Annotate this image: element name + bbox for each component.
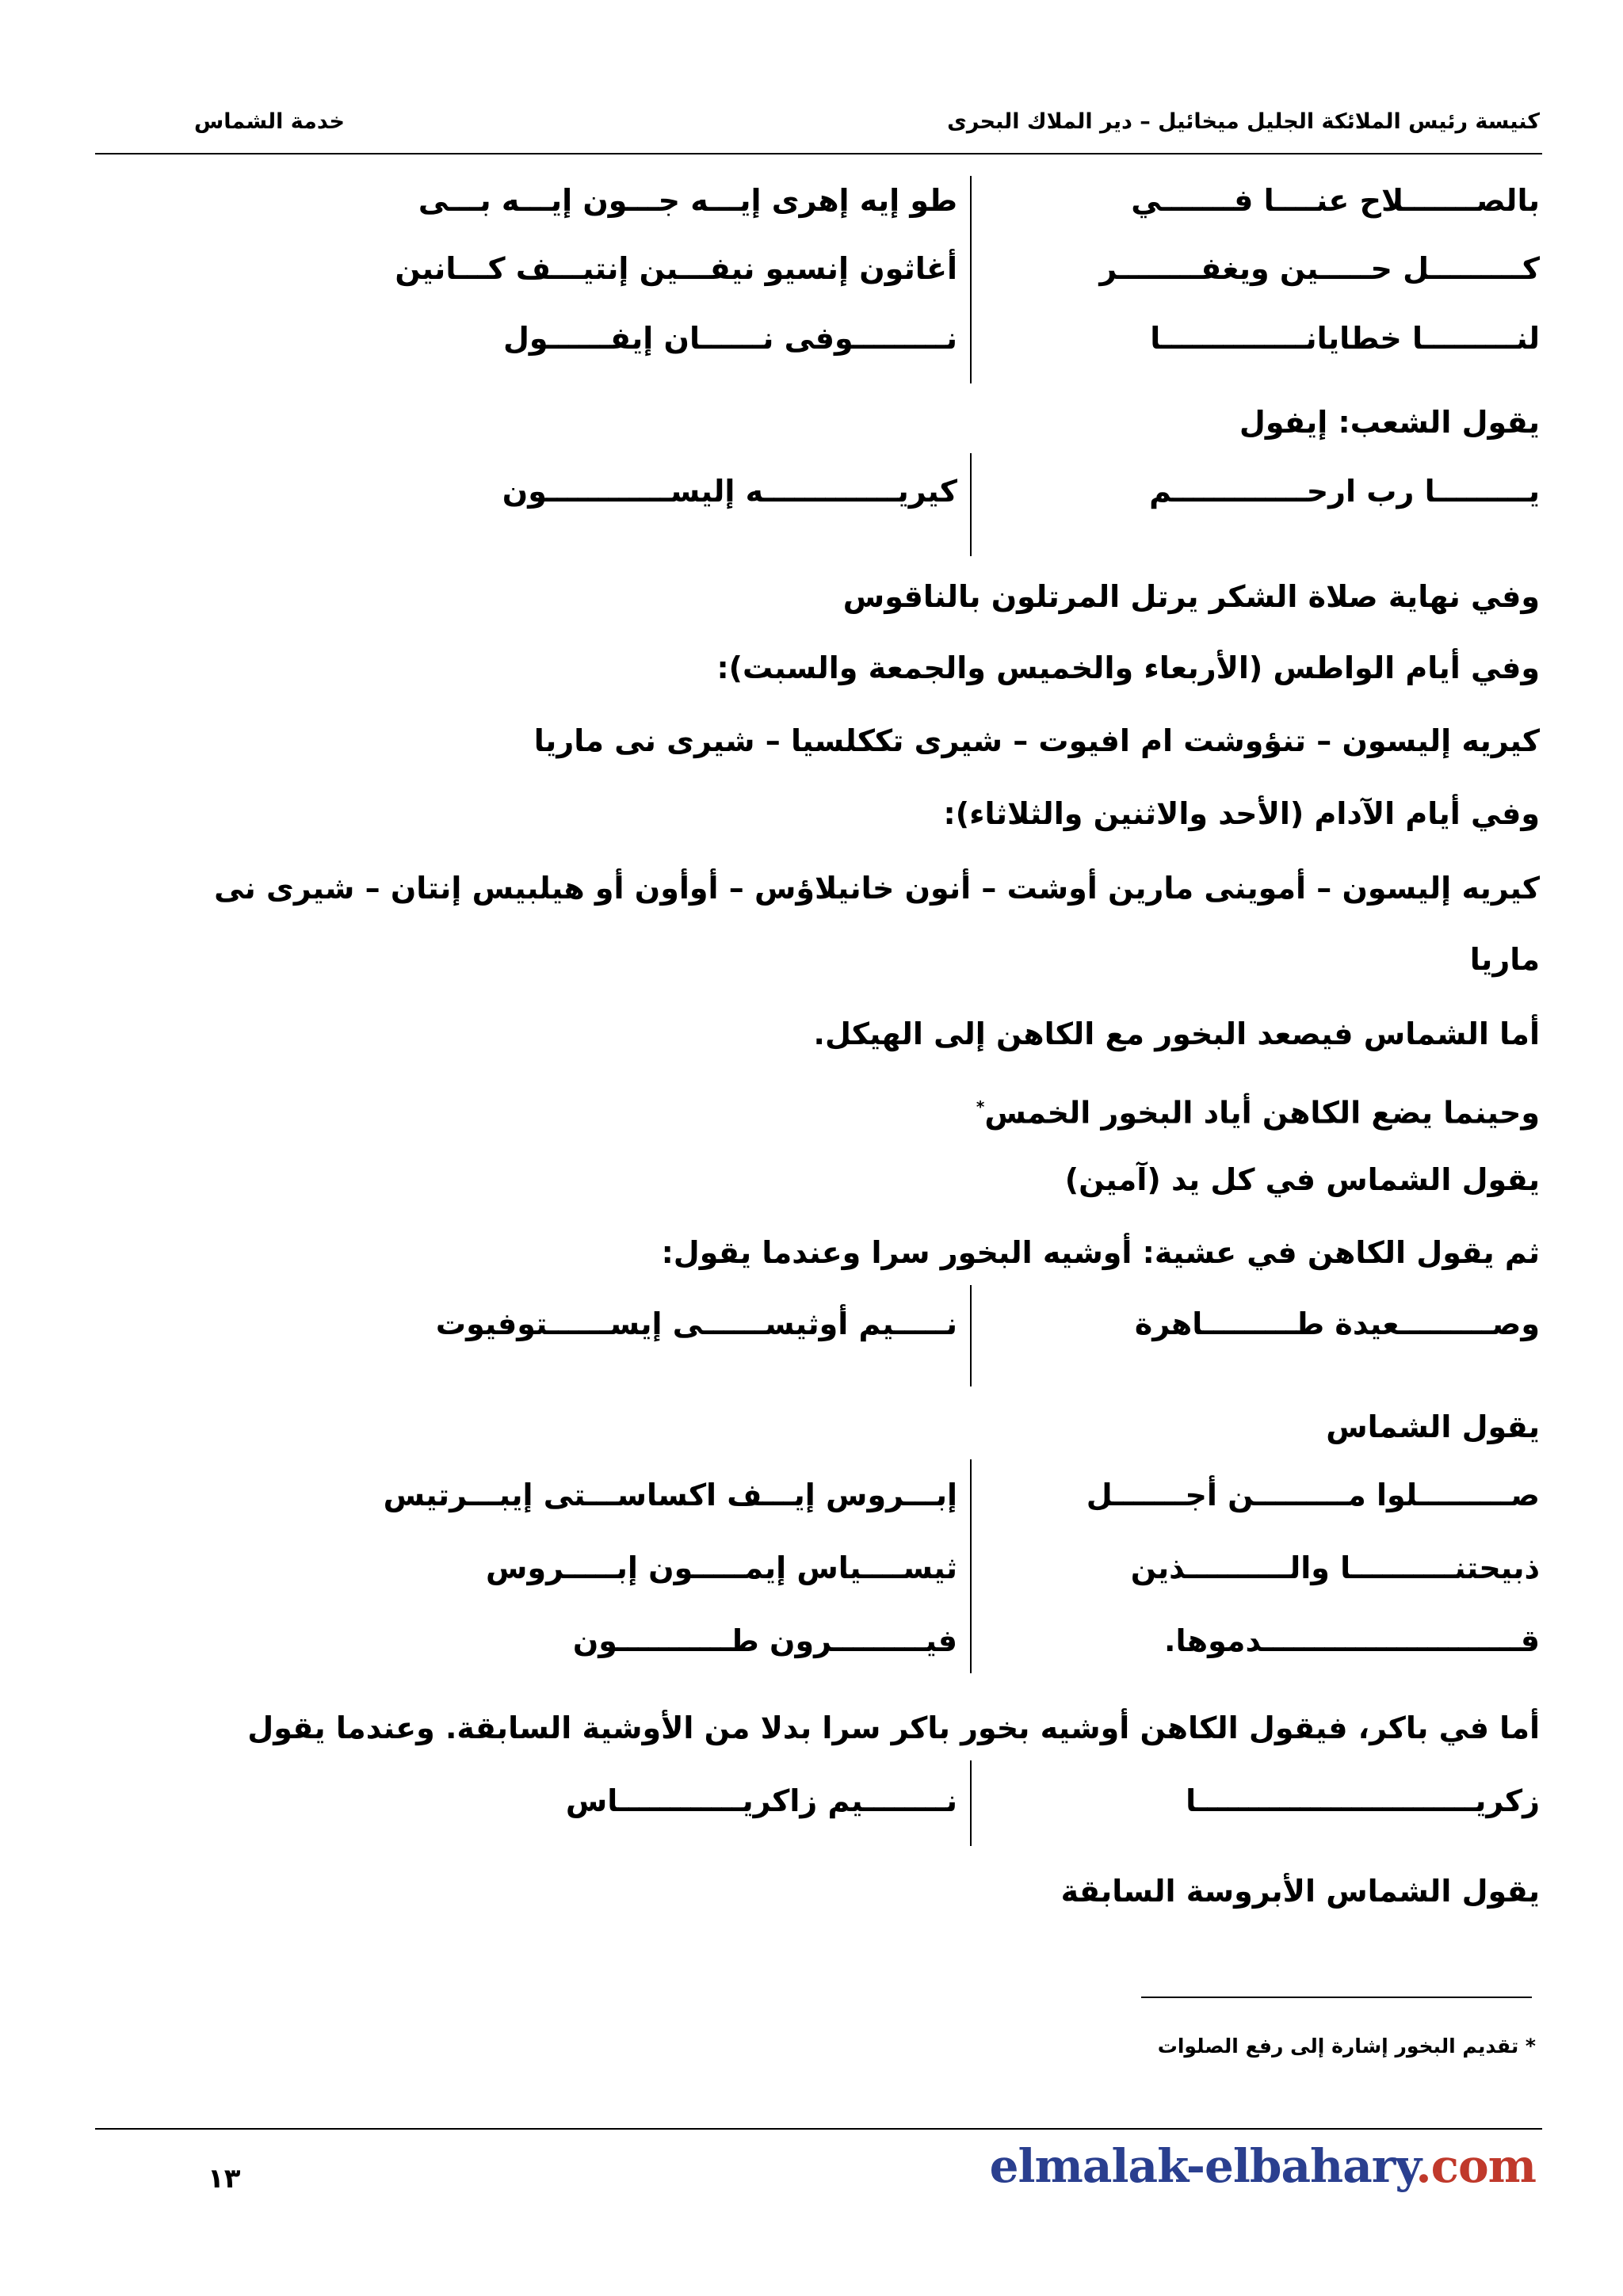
site-logo[interactable] (990, 2139, 1536, 2193)
paragraph: يقول الشماس (1326, 1409, 1540, 1444)
paragraph: يقول الشماس الأبروسة السابقة (1060, 1874, 1540, 1909)
header-title: كنيسة رئيس الملائكة الجليل ميخائيل – دير الملاك البحرى (947, 109, 1540, 134)
paragraph: وفي أيام الواطس (الأربعاء والخميس والجمعة والسبت): (716, 650, 1540, 685)
paragraph: وفي أيام الآدام (الأحد والاثنين والثلاثاء): (943, 796, 1540, 831)
table-cell-left: أغاثون إنسيو نيفـــين إنتيـــف كـــانين (395, 251, 957, 286)
table-cell-left: إبـــروس إيـــف اكساســـتى إيبـــرتيس (383, 1478, 957, 1512)
paragraph: ثم يقول الكاهن في عشية: أوشيه البخور سرا وعندما يقول: (661, 1235, 1540, 1270)
table-cell-right: قـــــــــــــــــــــــــدموها. (1164, 1623, 1540, 1658)
column-divider (970, 1285, 972, 1386)
footnote-marker: * (976, 1097, 985, 1116)
logo-dot: . (1415, 2139, 1431, 2193)
paragraph: يقول الشماس في كل يد (آمين) (1064, 1162, 1540, 1197)
paragraph: أما في باكر، فيقول الكاهن أوشيه بخور باكر سرا بدلا من الأوشية السابقة. وعندما يقول (247, 1711, 1540, 1745)
table-cell-right: زكريـــــــــــــــــــــــــــا (1186, 1783, 1540, 1818)
logo-tld: com (1430, 2139, 1536, 2193)
table-cell-left: كيريـــــــــــــه إليســــــــــــون (502, 474, 957, 509)
table-cell-left: فيـــــــــرون طـــــــــــون (572, 1623, 957, 1658)
paragraph: كيريه إليسون – تنؤوشت ام افيوت – شيرى تككلسيا – شيرى نى ماريا (533, 723, 1540, 758)
table-cell-left: نـــــيم أوثيســــــى إيســــــتوفيوت (435, 1306, 957, 1341)
table-cell-right: كـــــــــل حـــــين ويغفــــــــر (1099, 251, 1540, 286)
page-number: ١٣ (208, 2163, 241, 2195)
column-divider (970, 176, 972, 383)
paragraph-text: وحينما يضع الكاهن أياد البخور الخمس (984, 1095, 1540, 1131)
column-divider (970, 453, 972, 556)
header-section: خدمة الشماس (194, 109, 345, 134)
paragraph: كيريه إليسون – أموينى مارين أوشت – أنون خانيلاؤس – أوأون أو هيلبيس إنتان – شيرى نى (214, 871, 1540, 906)
table-cell-right: بالصـــــــلاح عنــــا فـــــــي (1131, 183, 1540, 218)
paragraph (976, 1087, 1540, 1133)
table-cell-left: ثيســــياس إيمـــــون إبـــــروس (486, 1550, 957, 1585)
table-cell-right: يـــــــــا رب ارحـــــــــــــم (1149, 474, 1540, 509)
table-cell-left: طو إيه إهرى إيـــه جـــون إيـــه بـــى (418, 183, 957, 218)
table-cell-right: وصـــــــــعيدة طـــــــــاهرة (1134, 1306, 1540, 1341)
table-cell-left: نـــــــــوفى نــــــان إيفــــــول (502, 321, 957, 356)
table-cell-right: لنـــــــــا خطايانــــــــــــــا (1150, 321, 1540, 356)
paragraph: وفي نهاية صلاة الشكر يرتل المرتلون بالناقوس (842, 579, 1540, 614)
table-cell-right: ذبيحتنــــــــــا والــــــــــذين (1130, 1550, 1540, 1585)
paragraph: أما الشماس فيصعد البخور مع الكاهن إلى الهيكل. (813, 1016, 1540, 1051)
column-divider (970, 1459, 972, 1673)
paragraph: ماريا (1469, 942, 1540, 977)
footer-rule (95, 2128, 1542, 2130)
header-rule (95, 153, 1542, 154)
footnote-rule (1141, 1997, 1532, 1998)
footnote: * تقديم البخور إشارة إلى رفع الصلوات (1157, 2035, 1536, 2058)
logo-text: elmalak-elbahary (989, 2139, 1416, 2193)
paragraph: يقول الشعب: إيفول (1239, 405, 1540, 440)
table-cell-right: صـــــــــلوا مـــــــــن أجـــــــل (1086, 1478, 1540, 1512)
column-divider (970, 1760, 972, 1846)
table-cell-left: نــــــــيم زاكريــــــــــــاس (565, 1783, 957, 1818)
